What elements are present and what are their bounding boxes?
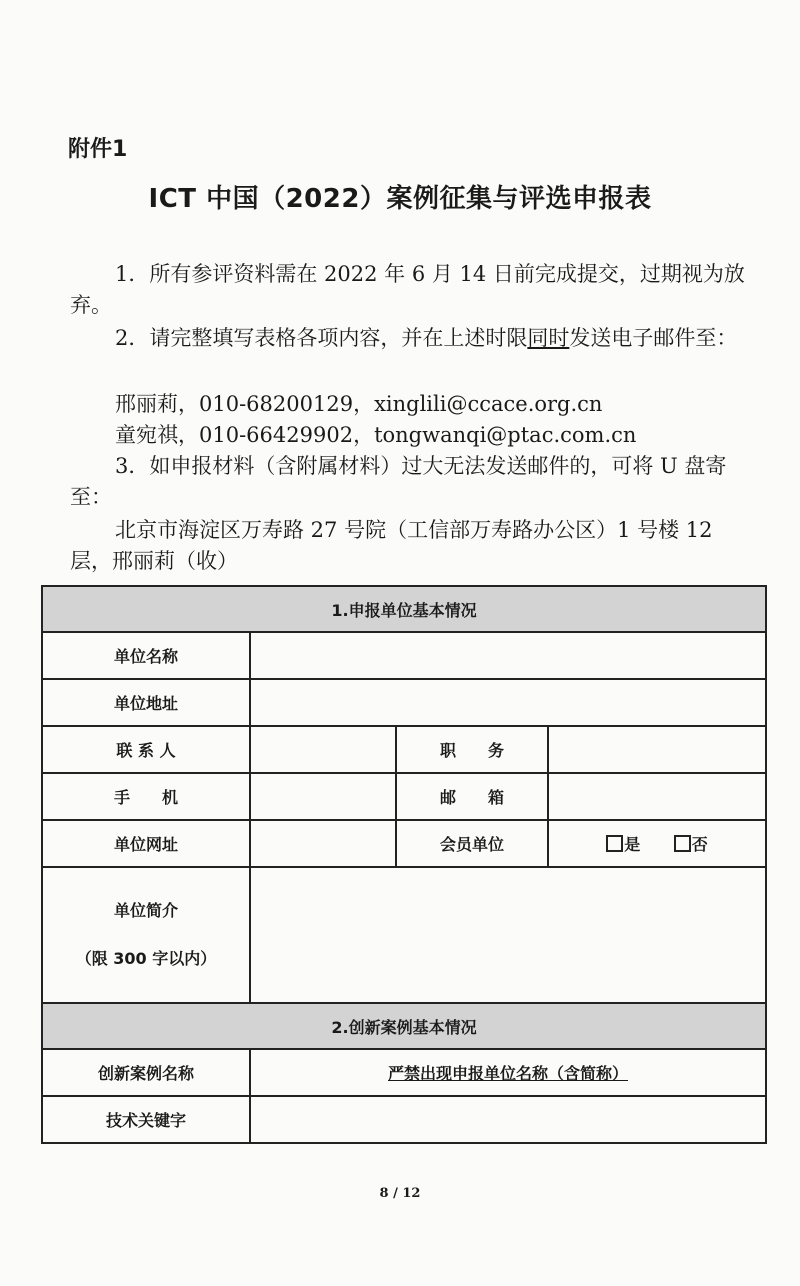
website-label: 单位网址 bbox=[42, 820, 250, 867]
checkbox-no[interactable] bbox=[674, 835, 691, 852]
application-form-table bbox=[41, 585, 767, 1144]
member-unit-options bbox=[548, 820, 766, 867]
member-yes-option[interactable] bbox=[606, 832, 640, 855]
section-1-header: 1.申报单位基本情况 bbox=[42, 586, 766, 632]
position-field[interactable] bbox=[548, 726, 766, 773]
website-field[interactable] bbox=[250, 820, 396, 867]
instruction-2-text: 2．请完整填写表格各项内容，并在上述时限 bbox=[115, 326, 528, 350]
mobile-label: 手 机 bbox=[42, 773, 250, 820]
contact-1: 邢丽莉，010-68200129，xinglili@ccace.org.cn bbox=[115, 392, 603, 416]
member-no-option[interactable] bbox=[674, 832, 708, 855]
instruction-2-text-end: 发送电子邮件至： bbox=[569, 326, 738, 350]
case-name-field[interactable] bbox=[250, 1049, 766, 1096]
unit-intro-field[interactable] bbox=[250, 867, 766, 1003]
contact-2: 童宛祺，010-66429902，tongwanqi@ptac.com.cn bbox=[115, 423, 637, 447]
keywords-label: 技术关键字 bbox=[42, 1096, 250, 1143]
instruction-3: 3．如申报材料（含附属材料）过大无法发送邮件的，可将 U 盘寄至： bbox=[70, 454, 727, 509]
unit-intro-label bbox=[42, 867, 250, 1003]
attachment-label: 附件1 bbox=[68, 137, 128, 162]
unit-intro-limit: （限 300 字以内） bbox=[75, 949, 217, 968]
member-unit-label: 会员单位 bbox=[396, 820, 548, 867]
option-yes-label: 是 bbox=[624, 835, 641, 854]
position-label: 职 务 bbox=[396, 726, 548, 773]
case-name-label: 创新案例名称 bbox=[42, 1049, 250, 1096]
section-2-header: 2.创新案例基本情况 bbox=[42, 1003, 766, 1049]
keywords-field[interactable] bbox=[250, 1096, 766, 1143]
document-title: ICT 中国（2022）案例征集与评选申报表 bbox=[148, 184, 652, 214]
instruction-1: 1．所有参评资料需在 2022 年 6 月 14 日前完成提交，过期视为放弃。 bbox=[70, 262, 745, 317]
instruction-2-emphasis: 同时 bbox=[527, 326, 570, 350]
mobile-field[interactable] bbox=[250, 773, 396, 820]
contact-person-field[interactable] bbox=[250, 726, 396, 773]
case-name-note: 严禁出现申报单位名称（含简称） bbox=[388, 1064, 629, 1083]
unit-address-field[interactable] bbox=[250, 679, 766, 726]
unit-name-field[interactable] bbox=[250, 632, 766, 679]
email-field[interactable] bbox=[548, 773, 766, 820]
email-label: 邮 箱 bbox=[396, 773, 548, 820]
checkbox-yes[interactable] bbox=[606, 835, 623, 852]
unit-intro-title: 单位简介 bbox=[113, 901, 178, 920]
unit-address-label: 单位地址 bbox=[42, 679, 250, 726]
unit-name-label: 单位名称 bbox=[42, 632, 250, 679]
mailing-address: 北京市海淀区万寿路 27 号院（工信部万寿路办公区）1 号楼 12 层，邢丽莉（收） bbox=[70, 518, 713, 573]
option-no-label: 否 bbox=[691, 835, 708, 854]
instruction-2 bbox=[70, 323, 750, 354]
page-number: 8 / 12 bbox=[379, 1186, 421, 1201]
contact-person-label: 联 系 人 bbox=[42, 726, 250, 773]
